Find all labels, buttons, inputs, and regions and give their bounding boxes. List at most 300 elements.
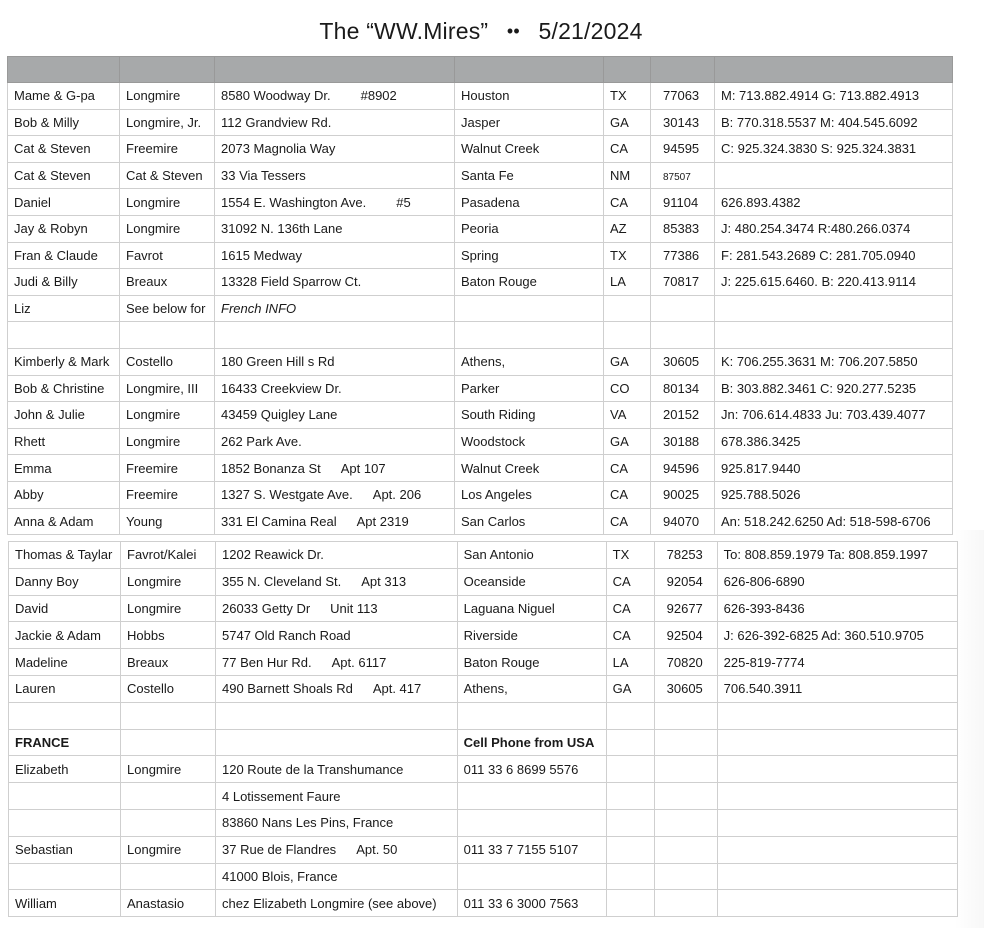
state-cell: [606, 809, 654, 836]
city-cell: [455, 348, 604, 375]
zip-cell-text: 92054: [666, 574, 703, 590]
last-name-cell-text: Longmire: [126, 221, 181, 237]
street-cell: [215, 242, 455, 269]
street-address: 1202 Reawick Dr.: [222, 547, 324, 563]
city-cell-text: San Antonio: [463, 547, 534, 563]
street-cell: [216, 783, 458, 810]
state-cell-text: VA: [610, 407, 627, 423]
phone-cell: [717, 863, 957, 890]
street-address: 37 Rue de Flandres: [222, 842, 337, 858]
last-name-cell-text: Longmire, III: [126, 380, 199, 396]
first-names-cell-text: Cat & Steven: [14, 141, 91, 157]
last-name-cell-text: Freemire: [126, 141, 179, 157]
last-name-cell: [120, 348, 215, 375]
zip-cell: [654, 890, 717, 917]
last-name-cell: [121, 890, 216, 917]
city-cell: [457, 702, 606, 729]
first-names-cell-text: Bob & Milly: [14, 114, 80, 130]
state-cell-text: GA: [610, 354, 629, 370]
phone-cell: [717, 542, 957, 569]
street-cell: [215, 455, 455, 482]
last-name-cell-text: Longmire: [126, 407, 181, 423]
state-cell-text: NM: [610, 168, 631, 184]
first-names-cell: [8, 481, 120, 508]
last-name-cell: [120, 402, 215, 429]
state-cell-text: LA: [612, 654, 629, 670]
zip-cell-text: 77063: [663, 88, 700, 104]
zip-cell: [651, 481, 715, 508]
phone-cell-text: An: 518.242.6250 Ad: 518-598-6706: [721, 513, 931, 529]
city-cell: [455, 428, 604, 455]
street-address: chez Elizabeth Longmire (see above): [222, 895, 437, 911]
first-names-cell: [9, 568, 121, 595]
state-cell: [604, 455, 651, 482]
city-cell-text: 011 33 7 7155 5107: [463, 842, 579, 858]
last-name-cell-text: Longmire: [127, 842, 182, 858]
last-name-cell: [121, 568, 216, 595]
city-cell: [457, 756, 606, 783]
city-cell-text: Athens,: [461, 354, 506, 370]
state-cell: [604, 322, 651, 349]
table-row: [8, 508, 953, 535]
table-row: [9, 863, 958, 890]
phone-cell: [717, 595, 957, 622]
unit-number: Apt 313: [361, 574, 407, 590]
last-name-cell-text: Favrot/Kalei: [127, 547, 197, 563]
last-name-cell-text: Breaux: [127, 654, 169, 670]
state-cell-text: CA: [610, 141, 629, 157]
zip-cell-text: 90025: [663, 487, 700, 503]
last-name-cell-text: Longmire: [127, 761, 182, 777]
phone-cell-text: 678.386.3425: [721, 434, 801, 450]
zip-cell: [654, 649, 717, 676]
state-cell: [606, 783, 654, 810]
street-address: 180 Green Hill s Rd: [221, 354, 335, 370]
phone-cell: [715, 375, 953, 402]
city-cell: [455, 375, 604, 402]
last-name-cell-text: Anastasio: [127, 895, 185, 911]
last-name-cell-text: Longmire: [126, 434, 181, 450]
city-cell: [457, 729, 606, 756]
table-row: [9, 702, 958, 729]
zip-cell: [651, 375, 715, 402]
state-cell-text: GA: [610, 114, 629, 130]
phone-cell: [715, 242, 953, 269]
phone-cell: [715, 455, 953, 482]
first-names-cell-text: William: [15, 895, 57, 911]
first-names-cell-text: Fran & Claude: [14, 247, 98, 263]
header-cell: [715, 57, 953, 83]
city-cell: [455, 402, 604, 429]
table-row: [8, 215, 953, 242]
zip-cell: [651, 83, 715, 110]
city-cell: [455, 136, 604, 163]
city-cell-text: Laguana Niguel: [463, 600, 555, 616]
last-name-cell: [120, 215, 215, 242]
first-names-cell-text: Mame & G-pa: [14, 88, 95, 104]
zip-cell-text: 85383: [663, 221, 700, 237]
street-cell: [215, 295, 455, 322]
street-address: 77 Ben Hur Rd.: [222, 654, 312, 670]
last-name-cell: [120, 428, 215, 455]
first-names-cell: [8, 402, 120, 429]
zip-cell-text: 94596: [663, 460, 700, 476]
state-cell: [604, 109, 651, 136]
last-name-cell-text: Longmire: [126, 88, 181, 104]
last-name-cell-text: Freemire: [126, 487, 179, 503]
street-cell: [216, 675, 458, 702]
city-cell: [455, 215, 604, 242]
city-cell-text: Jasper: [461, 114, 501, 130]
table-row: [9, 568, 958, 595]
phone-cell: [715, 295, 953, 322]
last-name-cell-text: Longmire, Jr.: [126, 114, 202, 130]
first-names-cell: [9, 863, 121, 890]
phone-cell: [715, 215, 953, 242]
first-names-cell-text: Anna & Adam: [14, 513, 94, 529]
street-cell: [215, 215, 455, 242]
city-cell: [457, 863, 606, 890]
zip-cell: [654, 783, 717, 810]
city-cell-text: San Carlos: [461, 513, 526, 529]
table-row: [8, 162, 953, 189]
city-cell: [455, 109, 604, 136]
city-cell: [457, 649, 606, 676]
street-cell: [215, 83, 455, 110]
street-cell: [215, 269, 455, 296]
last-name-cell: [121, 702, 216, 729]
table-row: [8, 322, 953, 349]
state-cell: [606, 890, 654, 917]
header-cell: [8, 57, 120, 83]
city-cell-text: Parker: [461, 380, 500, 396]
zip-cell-text: 92677: [666, 600, 703, 616]
last-name-cell: [121, 622, 216, 649]
state-cell: [604, 402, 651, 429]
table-row: [9, 729, 958, 756]
state-cell: [604, 136, 651, 163]
last-name-cell: [121, 756, 216, 783]
phone-cell: [715, 136, 953, 163]
zip-cell: [654, 863, 717, 890]
phone-cell: [715, 402, 953, 429]
street-cell: [215, 481, 455, 508]
state-cell: [606, 863, 654, 890]
first-names-cell-text: Judi & Billy: [14, 274, 78, 290]
first-names-cell: [8, 162, 120, 189]
last-name-cell: [121, 542, 216, 569]
state-cell-text: CA: [612, 627, 631, 643]
street-cell: [216, 890, 458, 917]
city-cell-text: Cell Phone from USA: [463, 734, 595, 750]
first-names-cell: [9, 783, 121, 810]
city-cell: [455, 242, 604, 269]
table-row: [8, 375, 953, 402]
first-names-cell: [8, 508, 120, 535]
phone-cell: [717, 729, 957, 756]
first-names-cell: [9, 836, 121, 863]
city-cell-text: Los Angeles: [461, 487, 532, 503]
table-row: [8, 402, 953, 429]
zip-cell: [654, 756, 717, 783]
phone-cell: [715, 322, 953, 349]
state-cell-text: TX: [612, 547, 630, 563]
state-cell: [606, 675, 654, 702]
phone-cell: [715, 428, 953, 455]
city-cell: [457, 595, 606, 622]
last-name-cell: [120, 508, 215, 535]
unit-number: #5: [396, 194, 411, 210]
first-names-cell: [8, 242, 120, 269]
street-cell: [216, 729, 458, 756]
street-address: 262 Park Ave.: [221, 434, 302, 450]
state-cell: [606, 702, 654, 729]
title-separator: ••: [506, 21, 520, 41]
phone-cell: [717, 890, 957, 917]
street-cell: [216, 809, 458, 836]
unit-number: Apt. 206: [372, 487, 422, 503]
phone-cell: [717, 756, 957, 783]
last-name-cell-text: Young: [126, 513, 163, 529]
zip-cell: [651, 322, 715, 349]
first-names-cell: [8, 136, 120, 163]
street-address: 1852 Bonanza St: [221, 460, 321, 476]
phone-cell: [715, 162, 953, 189]
phone-cell-text: B: 303.882.3461 C: 920.277.5235: [721, 380, 917, 396]
state-cell-text: CA: [610, 460, 629, 476]
street-address: 112 Grandview Rd.: [221, 114, 332, 130]
street-address: 8580 Woodway Dr.: [221, 88, 331, 104]
unit-number: #8902: [360, 88, 397, 104]
street-address: 5747 Old Ranch Road: [222, 627, 351, 643]
zip-cell-text: 70820: [666, 654, 703, 670]
state-cell-text: CO: [610, 380, 630, 396]
page-edge-shadow: [954, 530, 984, 928]
first-names-cell-text: Rhett: [14, 434, 46, 450]
phone-cell-text: K: 706.255.3631 M: 706.207.5850: [721, 354, 918, 370]
last-name-cell-text: Freemire: [126, 460, 179, 476]
first-names-cell-text: Emma: [14, 460, 52, 476]
zip-cell-text: 20152: [663, 407, 700, 423]
city-cell-text: Oceanside: [463, 574, 526, 590]
street-address: 83860 Nans Les Pins, France: [222, 815, 394, 831]
city-cell: [457, 809, 606, 836]
street-cell: [215, 136, 455, 163]
zip-cell: [651, 348, 715, 375]
street-address: 1615 Medway: [221, 247, 302, 263]
first-names-cell-text: John & Julie: [14, 407, 85, 423]
zip-cell: [651, 162, 715, 189]
street-address: 1327 S. Westgate Ave.: [221, 487, 353, 503]
street-cell: [215, 348, 455, 375]
city-cell: [455, 189, 604, 216]
last-name-cell: [120, 375, 215, 402]
table-row: [8, 295, 953, 322]
zip-cell: [651, 508, 715, 535]
city-cell: [455, 269, 604, 296]
first-names-cell: [9, 675, 121, 702]
first-names-cell: [8, 215, 120, 242]
city-cell: [455, 83, 604, 110]
street-address: 4 Lotissement Faure: [222, 788, 341, 804]
phone-cell-text: 626.893.4382: [721, 194, 801, 210]
first-names-cell: [9, 542, 121, 569]
street-cell: [215, 109, 455, 136]
zip-cell-text: 70817: [663, 274, 700, 290]
header-cell: [651, 57, 715, 83]
state-cell-text: GA: [612, 681, 632, 697]
last-name-cell: [121, 729, 216, 756]
table-row: [9, 595, 958, 622]
first-names-cell-text: Jay & Robyn: [14, 221, 88, 237]
street-address: 490 Barnett Shoals Rd: [222, 681, 353, 697]
phone-cell-text: J: 626-392-6825 Ad: 360.510.9705: [723, 627, 924, 643]
zip-cell: [651, 269, 715, 296]
state-cell-text: CA: [610, 194, 629, 210]
state-cell-text: CA: [612, 574, 631, 590]
city-cell-text: Houston: [461, 88, 510, 104]
last-name-cell: [121, 809, 216, 836]
first-names-cell: [8, 109, 120, 136]
street-address: 1554 E. Washington Ave.: [221, 194, 367, 210]
unit-number: Apt 107: [340, 460, 386, 476]
first-names-cell-text: Jackie & Adam: [15, 627, 101, 643]
city-cell-text: Peoria: [461, 221, 499, 237]
table-row: [9, 622, 958, 649]
street-address: 33 Via Tessers: [221, 168, 306, 184]
first-names-cell: [8, 189, 120, 216]
contacts-table-upper-body: [8, 57, 953, 535]
table-row: [9, 890, 958, 917]
last-name-cell-text: See below for: [126, 301, 206, 317]
street-address: 41000 Blois, France: [222, 868, 338, 884]
street-address: 2073 Magnolia Way: [221, 141, 336, 157]
city-cell-text: Woodstock: [461, 434, 526, 450]
street-address: 331 El Camina Real: [221, 513, 337, 529]
table-row: [9, 542, 958, 569]
street-cell: [215, 189, 455, 216]
unit-number: Apt. 6117: [331, 654, 387, 670]
first-names-cell-text: Abby: [14, 487, 44, 503]
last-name-cell-text: Longmire: [127, 574, 182, 590]
unit-number: Apt. 417: [372, 681, 422, 697]
last-name-cell: [120, 322, 215, 349]
first-names-cell-text: Elizabeth: [15, 761, 69, 777]
city-cell-text: South Riding: [461, 407, 536, 423]
first-names-cell: [9, 809, 121, 836]
street-address: 120 Route de la Transhumance: [222, 761, 404, 777]
city-cell-text: Santa Fe: [461, 168, 514, 184]
phone-cell: [715, 109, 953, 136]
city-cell: [457, 622, 606, 649]
state-cell: [606, 836, 654, 863]
last-name-cell: [121, 783, 216, 810]
phone-cell: [717, 809, 957, 836]
first-names-cell-text: Kimberly & Mark: [14, 354, 110, 370]
city-cell-text: Baton Rouge: [463, 654, 540, 670]
last-name-cell: [121, 595, 216, 622]
first-names-cell-text: Madeline: [15, 654, 68, 670]
contacts-table-lower: [8, 541, 958, 917]
city-cell-text: 011 33 6 3000 7563: [463, 895, 579, 911]
last-name-cell-text: Longmire: [126, 194, 181, 210]
contacts-table-lower-body: [9, 542, 958, 917]
zip-cell: [654, 675, 717, 702]
first-names-cell: [8, 455, 120, 482]
first-names-cell-text: Sebastian: [15, 842, 73, 858]
city-cell-text: Pasadena: [461, 194, 520, 210]
phone-cell-text: 925.817.9440: [721, 460, 801, 476]
phone-cell-text: J: 480.254.3474 R:480.266.0374: [721, 221, 911, 237]
zip-cell: [654, 729, 717, 756]
first-names-cell: [9, 622, 121, 649]
street-cell: [216, 622, 458, 649]
city-cell: [457, 542, 606, 569]
state-cell: [606, 729, 654, 756]
zip-cell: [654, 809, 717, 836]
table-row: [8, 83, 953, 110]
last-name-cell: [121, 863, 216, 890]
phone-cell: [717, 702, 957, 729]
state-cell: [606, 622, 654, 649]
table-header-row: [8, 57, 953, 83]
phone-cell-text: Jn: 706.614.4833 Ju: 703.439.4077: [721, 407, 926, 423]
city-cell: [457, 890, 606, 917]
phone-cell-text: M: 713.882.4914 G: 713.882.4913: [721, 88, 920, 104]
street-cell: [216, 756, 458, 783]
first-names-cell: [8, 322, 120, 349]
state-cell: [606, 649, 654, 676]
first-names-cell-text: Danny Boy: [15, 574, 79, 590]
last-name-cell: [120, 242, 215, 269]
phone-cell-text: 225-819-7774: [723, 654, 805, 670]
state-cell: [604, 83, 651, 110]
table-row: [9, 675, 958, 702]
last-name-cell-text: Cat & Steven: [126, 168, 203, 184]
table-row: [8, 481, 953, 508]
header-cell: [120, 57, 215, 83]
street-address: 355 N. Cleveland St.: [222, 574, 342, 590]
zip-cell-text: 87507: [663, 171, 691, 183]
zip-cell: [654, 836, 717, 863]
zip-cell-text: 78253: [666, 547, 703, 563]
phone-cell: [715, 348, 953, 375]
street-cell: [216, 649, 458, 676]
city-cell: [455, 455, 604, 482]
phone-cell-text: J: 225.615.6460. B: 220.413.9114: [721, 274, 916, 290]
first-names-cell: [8, 295, 120, 322]
phone-cell: [717, 649, 957, 676]
street-cell: [215, 162, 455, 189]
phone-cell: [717, 675, 957, 702]
table-row: [8, 109, 953, 136]
phone-cell-text: F: 281.543.2689 C: 281.705.0940: [721, 247, 916, 263]
last-name-cell-text: Costello: [127, 681, 174, 697]
zip-cell: [654, 702, 717, 729]
state-cell: [606, 542, 654, 569]
zip-cell-text: 92504: [666, 627, 703, 643]
state-cell: [604, 481, 651, 508]
state-cell-text: CA: [610, 513, 629, 529]
zip-cell: [654, 568, 717, 595]
street-address: 31092 N. 136th Lane: [221, 221, 343, 237]
street-cell: [215, 428, 455, 455]
zip-cell: [654, 542, 717, 569]
city-cell: [457, 675, 606, 702]
phone-cell-text: 626-393-8436: [723, 600, 805, 616]
phone-cell-text: 626-806-6890: [723, 574, 805, 590]
table-row: [8, 136, 953, 163]
